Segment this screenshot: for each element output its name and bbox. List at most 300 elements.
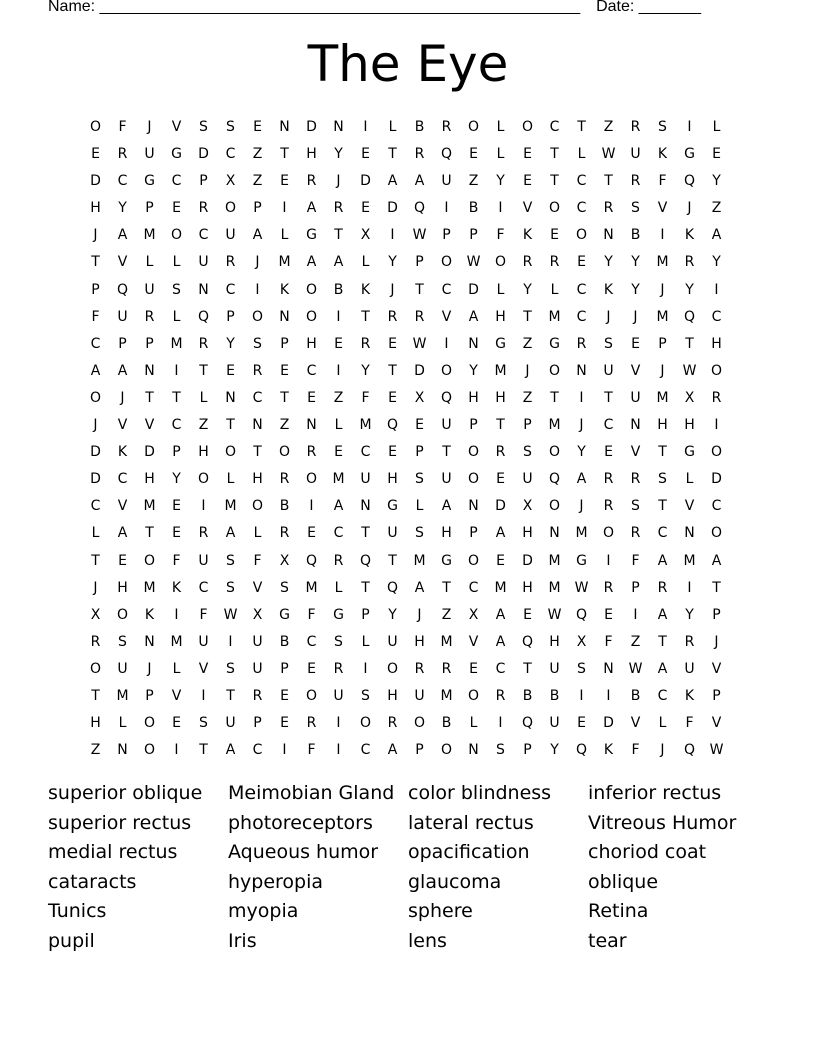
grid-letter[interactable]: H — [306, 335, 317, 352]
grid-letter[interactable]: Q — [575, 742, 588, 759]
grid-letter[interactable]: I — [633, 606, 638, 623]
grid-letter[interactable]: R — [387, 308, 398, 325]
grid-letter[interactable]: R — [225, 254, 236, 271]
grid-letter[interactable]: O — [710, 444, 723, 461]
grid-letter[interactable]: M — [224, 498, 237, 515]
grid-letter[interactable]: R — [630, 119, 641, 135]
grid-letter[interactable]: I — [606, 552, 611, 569]
grid-letter[interactable]: H — [414, 633, 425, 650]
grid-letter[interactable]: L — [361, 633, 370, 650]
grid-letter[interactable]: P — [442, 227, 451, 244]
grid-letter[interactable]: T — [388, 552, 397, 569]
grid-letter[interactable]: K — [603, 742, 614, 759]
grid-letter[interactable]: M — [440, 633, 453, 650]
grid-letter[interactable]: Y — [226, 335, 235, 352]
grid-letter[interactable]: L — [172, 660, 181, 677]
grid-letter[interactable]: T — [550, 146, 559, 163]
grid-letter[interactable]: E — [334, 335, 343, 352]
grid-letter[interactable]: T — [280, 389, 289, 406]
grid-letter[interactable]: L — [496, 119, 505, 135]
grid-letter[interactable]: Q — [197, 308, 210, 325]
grid-letter[interactable]: B — [333, 281, 344, 298]
grid-letter[interactable]: A — [657, 606, 668, 623]
grid-letter[interactable]: J — [93, 417, 98, 434]
grid-letter[interactable]: T — [91, 687, 100, 704]
grid-letter[interactable]: M — [305, 579, 318, 596]
grid-letter[interactable]: E — [631, 335, 640, 352]
grid-letter[interactable]: G — [144, 173, 155, 190]
grid-letter[interactable]: T — [523, 308, 532, 325]
grid-letter[interactable]: T — [361, 525, 370, 542]
grid-letter[interactable]: S — [658, 471, 667, 488]
grid-letter[interactable]: E — [307, 525, 316, 542]
grid-letter[interactable]: Y — [361, 362, 370, 379]
grid-letter[interactable]: U — [630, 146, 641, 163]
grid-letter[interactable]: P — [415, 254, 424, 271]
grid-letter[interactable]: V — [252, 579, 263, 596]
grid-letter[interactable]: C — [225, 281, 236, 298]
grid-letter[interactable]: I — [228, 633, 233, 650]
grid-letter[interactable]: L — [496, 281, 505, 298]
grid-letter[interactable]: R — [603, 471, 614, 488]
grid-letter[interactable]: I — [282, 200, 287, 217]
grid-letter[interactable]: J — [633, 308, 638, 325]
grid-letter[interactable]: B — [468, 200, 479, 217]
grid-letter[interactable]: S — [631, 498, 640, 515]
grid-letter[interactable]: H — [90, 200, 101, 217]
grid-letter[interactable]: K — [279, 281, 290, 298]
grid-letter[interactable]: Q — [116, 281, 129, 298]
grid-letter[interactable]: R — [333, 660, 344, 677]
grid-letter[interactable]: H — [90, 715, 101, 732]
grid-letter[interactable]: V — [441, 308, 452, 325]
grid-letter[interactable]: M — [116, 687, 129, 704]
grid-letter[interactable]: R — [198, 525, 209, 542]
grid-letter[interactable]: E — [577, 715, 586, 732]
grid-letter[interactable]: S — [226, 119, 235, 135]
grid-letter[interactable]: I — [174, 742, 179, 759]
grid-letter[interactable]: R — [630, 525, 641, 542]
grid-letter[interactable]: F — [685, 715, 694, 732]
grid-letter[interactable]: T — [226, 417, 235, 434]
grid-letter[interactable]: X — [360, 227, 371, 244]
grid-letter[interactable]: X — [225, 173, 236, 190]
grid-letter[interactable]: N — [225, 389, 236, 406]
grid-letter[interactable]: Z — [468, 173, 479, 190]
grid-letter[interactable]: P — [280, 660, 289, 677]
grid-letter[interactable]: F — [631, 742, 640, 759]
grid-letter[interactable]: Y — [577, 444, 586, 461]
grid-letter[interactable]: Q — [440, 389, 453, 406]
grid-letter[interactable]: C — [90, 335, 101, 352]
grid-letter[interactable]: Y — [712, 173, 721, 190]
grid-letter[interactable]: I — [201, 687, 206, 704]
grid-letter[interactable]: Z — [198, 417, 209, 434]
grid-letter[interactable]: A — [711, 227, 722, 244]
grid-letter[interactable]: R — [495, 444, 506, 461]
grid-letter[interactable]: V — [630, 715, 641, 732]
grid-letter[interactable]: A — [387, 742, 398, 759]
grid-letter[interactable]: H — [522, 525, 533, 542]
grid-letter[interactable]: Z — [522, 335, 533, 352]
grid-letter[interactable]: A — [117, 227, 128, 244]
grid-letter[interactable]: H — [522, 579, 533, 596]
grid-letter[interactable]: J — [714, 633, 719, 650]
grid-letter[interactable]: O — [548, 200, 561, 217]
grid-letter[interactable]: R — [333, 552, 344, 569]
grid-letter[interactable]: M — [359, 417, 372, 434]
grid-letter[interactable]: U — [198, 633, 209, 650]
grid-letter[interactable]: P — [469, 525, 478, 542]
grid-letter[interactable]: F — [118, 119, 127, 135]
grid-letter[interactable]: A — [414, 173, 425, 190]
grid-letter[interactable]: J — [120, 389, 125, 406]
grid-letter[interactable]: D — [360, 173, 371, 190]
grid-letter[interactable]: O — [89, 389, 102, 406]
grid-letter[interactable]: L — [469, 715, 478, 732]
grid-letter[interactable]: O — [305, 471, 318, 488]
grid-letter[interactable]: T — [658, 498, 667, 515]
grid-letter[interactable]: R — [711, 389, 722, 406]
grid-letter[interactable]: P — [145, 200, 154, 217]
grid-letter[interactable]: E — [172, 498, 181, 515]
grid-letter[interactable]: R — [279, 471, 290, 488]
grid-letter[interactable]: E — [91, 146, 100, 163]
grid-letter[interactable]: L — [658, 715, 667, 732]
grid-letter[interactable]: I — [336, 715, 341, 732]
grid-letter[interactable]: D — [495, 498, 506, 515]
grid-letter[interactable]: G — [306, 227, 317, 244]
grid-letter[interactable]: E — [469, 146, 478, 163]
grid-letter[interactable]: M — [656, 308, 669, 325]
grid-letter[interactable]: R — [144, 308, 155, 325]
grid-letter[interactable]: Y — [334, 146, 343, 163]
grid-letter[interactable]: S — [523, 444, 532, 461]
grid-letter[interactable]: U — [117, 660, 128, 677]
grid-letter[interactable]: O — [710, 362, 723, 379]
grid-letter[interactable]: A — [576, 471, 587, 488]
grid-letter[interactable]: E — [604, 444, 613, 461]
grid-letter[interactable]: E — [226, 362, 235, 379]
grid-letter[interactable]: P — [199, 173, 208, 190]
grid-letter[interactable]: P — [280, 335, 289, 352]
grid-letter[interactable]: W — [574, 579, 589, 596]
grid-letter[interactable]: F — [604, 633, 613, 650]
grid-letter[interactable]: N — [279, 308, 290, 325]
grid-letter[interactable]: E — [172, 715, 181, 732]
grid-letter[interactable]: O — [170, 227, 183, 244]
grid-letter[interactable]: O — [413, 715, 426, 732]
grid-letter[interactable]: E — [523, 606, 532, 623]
grid-letter[interactable]: Q — [575, 606, 588, 623]
grid-letter[interactable]: J — [660, 281, 665, 298]
grid-letter[interactable]: C — [495, 660, 506, 677]
grid-letter[interactable]: R — [630, 173, 641, 190]
grid-letter[interactable]: N — [279, 119, 290, 135]
grid-letter[interactable]: P — [253, 200, 262, 217]
grid-letter[interactable]: C — [306, 633, 317, 650]
grid-letter[interactable]: A — [495, 633, 506, 650]
grid-letter[interactable]: B — [441, 715, 452, 732]
grid-letter[interactable]: U — [441, 417, 452, 434]
grid-letter[interactable]: E — [307, 660, 316, 677]
grid-letter[interactable]: M — [440, 687, 453, 704]
grid-letter[interactable]: P — [172, 444, 181, 461]
grid-letter[interactable]: C — [360, 742, 371, 759]
grid-letter[interactable]: T — [361, 579, 370, 596]
grid-letter[interactable]: O — [521, 119, 534, 135]
grid-letter[interactable]: N — [630, 417, 641, 434]
grid-letter[interactable]: L — [361, 254, 370, 271]
grid-letter[interactable]: Q — [440, 146, 453, 163]
grid-letter[interactable]: E — [550, 227, 559, 244]
grid-letter[interactable]: S — [199, 715, 208, 732]
grid-letter[interactable]: Q — [521, 715, 534, 732]
grid-letter[interactable]: D — [90, 471, 101, 488]
grid-letter[interactable]: R — [306, 715, 317, 732]
grid-letter[interactable]: V — [630, 444, 641, 461]
grid-letter[interactable]: T — [388, 362, 397, 379]
grid-letter[interactable]: C — [603, 417, 614, 434]
grid-letter[interactable]: T — [523, 660, 532, 677]
grid-letter[interactable]: E — [604, 606, 613, 623]
grid-letter[interactable]: Z — [522, 389, 533, 406]
grid-letter[interactable]: E — [280, 362, 289, 379]
grid-letter[interactable]: M — [494, 362, 507, 379]
grid-letter[interactable]: H — [306, 146, 317, 163]
grid-letter[interactable]: U — [441, 173, 452, 190]
grid-letter[interactable]: R — [414, 660, 425, 677]
grid-letter[interactable]: V — [171, 119, 182, 135]
grid-letter[interactable]: W — [223, 606, 238, 623]
grid-letter[interactable]: I — [282, 742, 287, 759]
grid-letter[interactable]: V — [630, 362, 641, 379]
grid-letter[interactable]: Y — [496, 173, 505, 190]
grid-letter[interactable]: E — [496, 552, 505, 569]
grid-letter[interactable]: P — [118, 335, 127, 352]
grid-letter[interactable]: U — [603, 362, 614, 379]
grid-letter[interactable]: T — [280, 146, 289, 163]
grid-letter[interactable]: E — [523, 146, 532, 163]
grid-letter[interactable]: C — [360, 444, 371, 461]
grid-letter[interactable]: S — [604, 335, 613, 352]
grid-letter[interactable]: L — [577, 146, 586, 163]
grid-letter[interactable]: R — [630, 471, 641, 488]
name-field-label[interactable]: Name: ______________________________________________________ — [48, 0, 581, 15]
grid-letter[interactable]: S — [658, 119, 667, 135]
grid-letter[interactable]: I — [444, 200, 449, 217]
grid-letter[interactable]: T — [415, 281, 424, 298]
grid-letter[interactable]: M — [656, 389, 669, 406]
grid-letter[interactable]: P — [712, 687, 721, 704]
grid-letter[interactable]: O — [440, 742, 453, 759]
grid-letter[interactable]: Y — [469, 362, 478, 379]
grid-letter[interactable]: C — [171, 173, 182, 190]
grid-letter[interactable]: L — [118, 715, 127, 732]
grid-letter[interactable]: J — [147, 119, 152, 135]
grid-letter[interactable]: O — [467, 471, 480, 488]
grid-letter[interactable]: J — [93, 227, 98, 244]
grid-letter[interactable]: P — [415, 444, 424, 461]
grid-letter[interactable]: W — [628, 660, 643, 677]
grid-letter[interactable]: A — [495, 525, 506, 542]
grid-letter[interactable]: T — [253, 444, 262, 461]
grid-letter[interactable]: C — [576, 173, 587, 190]
grid-letter[interactable]: N — [144, 633, 155, 650]
grid-letter[interactable]: P — [226, 308, 235, 325]
grid-letter[interactable]: H — [711, 335, 722, 352]
grid-letter[interactable]: Q — [683, 308, 696, 325]
grid-letter[interactable]: H — [549, 633, 560, 650]
grid-letter[interactable]: U — [225, 227, 236, 244]
grid-letter[interactable]: M — [278, 254, 291, 271]
grid-letter[interactable]: R — [441, 119, 452, 135]
grid-letter[interactable]: I — [660, 227, 665, 244]
grid-letter[interactable]: C — [657, 525, 668, 542]
grid-letter[interactable]: J — [660, 742, 665, 759]
grid-letter[interactable]: S — [280, 579, 289, 596]
grid-letter[interactable]: T — [550, 389, 559, 406]
grid-letter[interactable]: G — [495, 335, 506, 352]
grid-letter[interactable]: D — [387, 200, 398, 217]
grid-letter[interactable]: N — [684, 525, 695, 542]
grid-letter[interactable]: E — [361, 146, 370, 163]
grid-letter[interactable]: R — [549, 254, 560, 271]
grid-letter[interactable]: L — [91, 525, 100, 542]
grid-letter[interactable]: O — [305, 281, 318, 298]
grid-letter[interactable]: O — [224, 200, 237, 217]
grid-letter[interactable]: Q — [548, 471, 561, 488]
grid-letter[interactable]: C — [576, 308, 587, 325]
grid-letter[interactable]: X — [279, 552, 290, 569]
grid-letter[interactable]: S — [415, 471, 424, 488]
grid-letter[interactable]: Y — [604, 254, 613, 271]
grid-letter[interactable]: E — [280, 173, 289, 190]
grid-letter[interactable]: A — [441, 498, 452, 515]
grid-letter[interactable]: R — [90, 633, 101, 650]
grid-letter[interactable]: F — [253, 552, 262, 569]
grid-letter[interactable]: P — [253, 715, 262, 732]
grid-letter[interactable]: T — [91, 254, 100, 271]
grid-letter[interactable]: C — [171, 417, 182, 434]
grid-letter[interactable]: O — [278, 444, 291, 461]
grid-letter[interactable]: O — [89, 660, 102, 677]
grid-letter[interactable]: O — [548, 444, 561, 461]
grid-letter[interactable]: O — [305, 687, 318, 704]
grid-letter[interactable]: O — [359, 715, 372, 732]
grid-letter[interactable]: R — [603, 498, 614, 515]
grid-letter[interactable]: L — [226, 471, 235, 488]
grid-letter[interactable]: T — [550, 173, 559, 190]
grid-letter[interactable]: P — [469, 417, 478, 434]
grid-letter[interactable]: V — [711, 715, 722, 732]
grid-letter[interactable]: O — [467, 119, 480, 135]
grid-letter[interactable]: T — [199, 362, 208, 379]
grid-letter[interactable]: I — [363, 119, 368, 135]
grid-letter[interactable]: P — [145, 687, 154, 704]
grid-letter[interactable]: E — [172, 200, 181, 217]
grid-letter[interactable]: R — [414, 308, 425, 325]
grid-letter[interactable]: N — [144, 362, 155, 379]
grid-letter[interactable]: H — [684, 417, 695, 434]
grid-letter[interactable]: U — [522, 471, 533, 488]
grid-letter[interactable]: H — [117, 579, 128, 596]
grid-letter[interactable]: D — [90, 444, 101, 461]
grid-letter[interactable]: A — [333, 498, 344, 515]
grid-letter[interactable]: M — [683, 552, 696, 569]
grid-letter[interactable]: H — [495, 308, 506, 325]
grid-letter[interactable]: J — [687, 200, 692, 217]
grid-letter[interactable]: E — [388, 444, 397, 461]
grid-letter[interactable]: T — [334, 227, 343, 244]
grid-letter[interactable]: M — [143, 227, 156, 244]
grid-letter[interactable]: L — [172, 254, 181, 271]
grid-letter[interactable]: C — [333, 525, 344, 542]
grid-letter[interactable]: F — [658, 173, 667, 190]
grid-letter[interactable]: T — [172, 389, 181, 406]
grid-letter[interactable]: V — [144, 417, 155, 434]
grid-letter[interactable]: A — [657, 552, 668, 569]
grid-letter[interactable]: T — [442, 579, 451, 596]
grid-letter[interactable]: O — [440, 254, 453, 271]
grid-letter[interactable]: Y — [685, 606, 694, 623]
grid-letter[interactable]: E — [361, 200, 370, 217]
grid-letter[interactable]: F — [496, 227, 505, 244]
grid-letter[interactable]: H — [468, 389, 479, 406]
grid-letter[interactable]: V — [657, 200, 668, 217]
grid-letter[interactable]: D — [198, 146, 209, 163]
grid-letter[interactable]: B — [279, 633, 290, 650]
grid-letter[interactable]: X — [252, 606, 263, 623]
grid-letter[interactable]: Z — [711, 200, 722, 217]
grid-letter[interactable]: R — [279, 525, 290, 542]
grid-letter[interactable]: T — [604, 389, 613, 406]
grid-letter[interactable]: L — [496, 146, 505, 163]
grid-letter[interactable]: X — [414, 389, 425, 406]
grid-letter[interactable]: H — [387, 471, 398, 488]
grid-letter[interactable]: T — [496, 417, 505, 434]
grid-letter[interactable]: R — [387, 715, 398, 732]
grid-letter[interactable]: M — [575, 525, 588, 542]
grid-letter[interactable]: O — [251, 308, 264, 325]
grid-letter[interactable]: H — [495, 389, 506, 406]
grid-letter[interactable]: Q — [305, 552, 318, 569]
grid-letter[interactable]: A — [657, 660, 668, 677]
grid-letter[interactable]: C — [306, 362, 317, 379]
grid-letter[interactable]: O — [116, 606, 129, 623]
grid-letter[interactable]: J — [606, 308, 611, 325]
grid-letter[interactable]: C — [711, 308, 722, 325]
grid-letter[interactable]: G — [279, 606, 290, 623]
grid-letter[interactable]: I — [579, 687, 584, 704]
grid-letter[interactable]: F — [307, 606, 316, 623]
grid-letter[interactable]: W — [412, 227, 427, 244]
grid-letter[interactable]: T — [388, 146, 397, 163]
grid-letter[interactable]: K — [522, 227, 533, 244]
grid-letter[interactable]: T — [577, 119, 586, 135]
grid-letter[interactable]: U — [198, 254, 209, 271]
grid-letter[interactable]: M — [332, 471, 345, 488]
grid-letter[interactable]: T — [658, 444, 667, 461]
grid-letter[interactable]: N — [603, 227, 614, 244]
grid-letter[interactable]: J — [525, 362, 530, 379]
grid-letter[interactable]: S — [334, 633, 343, 650]
grid-letter[interactable]: Y — [118, 200, 127, 217]
grid-letter[interactable]: S — [226, 552, 235, 569]
grid-letter[interactable]: S — [199, 119, 208, 135]
grid-letter[interactable]: I — [444, 335, 449, 352]
grid-letter[interactable]: R — [306, 173, 317, 190]
